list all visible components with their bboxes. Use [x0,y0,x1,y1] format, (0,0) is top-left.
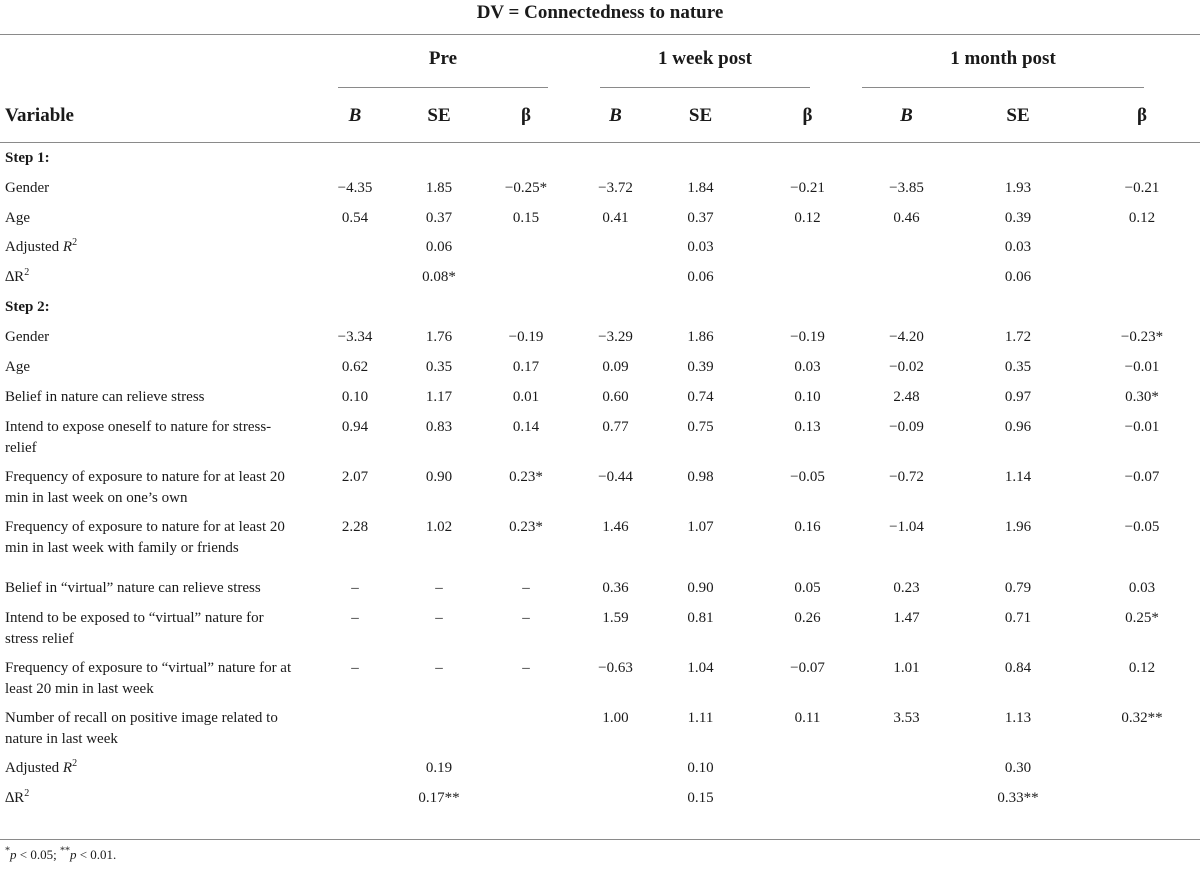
value-cell: −0.19 [790,329,825,345]
value-cell: 0.06 [1004,269,1032,285]
value-cell: −3.34 [337,329,373,345]
value-cell [647,144,754,174]
value-cell: 1.72 [1004,329,1032,345]
value-cell [410,704,468,754]
step-row [0,293,1200,323]
header-week-b: B [609,104,622,126]
value-cell: 1.07 [687,519,714,535]
superscript-two: 2 [24,788,30,799]
header-month-b: B [900,104,913,126]
value-cell: 0.11 [794,710,821,726]
value-cell: −0.07 [790,660,825,676]
value-cell: −0.01 [1124,419,1160,435]
value-cell [1084,233,1200,263]
value-cell: 0.94 [341,419,369,435]
value-cell [861,784,952,814]
value-cell: 0.25* [1125,610,1159,626]
table-row [0,574,1200,604]
value-cell: 0.13 [794,419,821,435]
variable-label [0,784,300,814]
value-cell: 0.17** [418,790,460,806]
value-cell: 0.79 [1004,580,1032,596]
value-cell: 0.97 [1004,389,1032,405]
value-cell: −0.21 [790,180,825,196]
table-row [0,323,1200,353]
value-cell: 0.12 [1128,210,1156,226]
group-rule-1-week-post [600,87,810,88]
value-cell: 0.26 [794,610,821,626]
value-cell: 0.75 [687,419,714,435]
top-rule [0,34,1200,35]
value-cell [1084,784,1200,814]
value-cell: 1.02 [425,519,453,535]
value-cell [1084,263,1200,293]
value-cell [410,144,468,174]
value-cell: 0.17 [512,359,540,375]
value-cell: −0.02 [889,359,924,375]
value-cell: 0.05 [794,580,821,596]
value-cell [584,144,647,174]
value-cell [754,754,861,784]
value-cell: 1.96 [1004,519,1032,535]
value-cell [300,704,410,754]
group-label-pre: Pre [428,48,458,69]
footnote-cond-2: < 0.01. [76,847,117,862]
table-row [0,263,1200,293]
value-cell: 0.23* [509,519,543,535]
value-cell [754,784,861,814]
value-cell: 3.53 [893,710,920,726]
value-cell: 0.12 [794,210,821,226]
footnote-cond-1: < 0.05; [16,847,60,862]
value-cell: 1.14 [1004,469,1032,485]
footnote-p-2: p [69,847,77,862]
table-row [0,784,1200,814]
table-title: DV = Connectedness to nature [476,2,724,23]
value-cell: 1.13 [1004,710,1032,726]
value-cell: 1.59 [602,610,629,626]
value-cell [468,784,584,814]
value-cell: 0.36 [602,580,629,596]
value-cell [300,263,410,293]
value-cell: 0.19 [425,760,453,776]
header-pre-beta: β [520,104,531,126]
value-cell: 1.17 [425,389,453,405]
value-cell: 0.35 [1004,359,1032,375]
value-cell [300,233,410,263]
value-cell [468,293,584,323]
value-cell: 0.30* [1125,389,1159,405]
value-cell: – [435,610,443,626]
value-cell: 1.47 [893,610,920,626]
value-cell: – [435,580,443,596]
value-cell: −0.72 [889,469,924,485]
value-cell: −0.01 [1124,359,1160,375]
footnote-p-1: p [10,847,17,862]
value-cell: 1.76 [425,329,453,345]
variable-label: Gender [5,329,50,345]
header-week-se: SE [688,104,713,126]
footnote-star-1: * [5,845,10,857]
value-cell: 2.48 [893,389,920,405]
value-cell: −3.85 [889,180,924,196]
value-cell: −0.09 [889,419,924,435]
superscript-two: 2 [72,237,78,248]
table-row [0,704,1200,754]
value-cell: −0.05 [1124,519,1160,535]
table-row [0,233,1200,263]
value-cell: 0.03 [794,359,821,375]
value-cell: 2.07 [341,469,369,485]
value-cell: −0.44 [598,469,633,485]
value-cell: 0.37 [687,210,714,226]
header-pre-se: SE [427,104,451,126]
value-cell [1084,144,1200,174]
value-cell: −4.35 [337,180,373,196]
value-cell: 1.85 [425,180,453,196]
header-variable: Variable [5,104,74,126]
value-cell [754,233,861,263]
variable-label [0,263,300,293]
value-cell: – [351,580,359,596]
value-cell [584,233,647,263]
value-cell: – [522,580,530,596]
value-cell: −1.04 [889,519,924,535]
value-cell [861,144,952,174]
variable-label: Frequency of exposure to nature for at least 20 min in last week on one’s own [5,469,285,506]
table-row [0,204,1200,233]
step-row [0,144,1200,174]
header-week-beta: β [802,104,813,126]
value-cell [300,293,410,323]
value-cell: 0.90 [687,580,714,596]
table-row [0,174,1200,204]
value-cell [952,293,1084,323]
table-row [0,413,1200,463]
value-cell: −0.19 [508,329,544,345]
value-cell: 0.10 [341,389,369,405]
value-cell: −3.72 [598,180,633,196]
value-cell: 0.62 [341,359,369,375]
value-cell [584,784,647,814]
value-cell: 0.37 [425,210,453,226]
value-cell: 1.93 [1004,180,1032,196]
value-cell: 0.14 [512,419,540,435]
value-cell [861,263,952,293]
value-cell: 0.09 [602,359,629,375]
variable-label: Belief in nature can relieve stress [5,389,205,405]
value-cell: 0.03 [1004,239,1032,255]
superscript-two: 2 [72,758,78,769]
header-month-se: SE [1006,104,1030,126]
variable-label [0,233,300,263]
value-cell: – [351,610,359,626]
value-cell: 0.98 [687,469,714,485]
value-cell: −0.07 [1124,469,1160,485]
table-row [0,353,1200,383]
value-cell: 0.90 [425,469,453,485]
value-cell: 0.77 [602,419,629,435]
value-cell: 0.39 [687,359,714,375]
value-cell [1084,754,1200,784]
table-row [0,463,1200,513]
value-cell [1084,293,1200,323]
value-cell [754,144,861,174]
variable-label: Frequency of exposure to “virtual” nature for at least 20 min in last week [5,660,292,697]
variable-label: Step 2: [5,299,50,315]
value-cell [584,754,647,784]
value-cell: −0.21 [1124,180,1160,196]
variable-label: Age [5,210,30,226]
table-row [0,754,1200,784]
column-header-row [0,98,1200,132]
r-variable: R [62,239,73,255]
header-month-beta: β [1136,104,1147,126]
value-cell [300,784,410,814]
value-cell [861,233,952,263]
value-cell [468,754,584,784]
value-cell [861,293,952,323]
value-cell [861,754,952,784]
value-cell: 0.46 [893,210,920,226]
table-row [0,513,1200,574]
value-cell: 0.71 [1004,610,1032,626]
value-cell [300,144,410,174]
footnote [5,846,116,864]
delta-r-label: ∆R [5,269,25,285]
r-variable: R [62,760,73,776]
value-cell: 1.01 [893,660,920,676]
variable-label [0,754,300,784]
group-label-1-month-post: 1 month post [950,48,1056,69]
value-cell [468,704,584,754]
value-cell: 0.06 [425,239,453,255]
value-cell: 1.04 [687,660,714,676]
adjusted-label-text: Adjusted [5,760,60,776]
value-cell: 1.84 [687,180,714,196]
variable-label: Step 1: [5,150,50,166]
value-cell: 1.00 [602,710,629,726]
value-cell: 0.74 [687,389,714,405]
group-label-1-week-post: 1 week post [658,48,752,69]
value-cell: 0.15 [687,790,714,806]
value-cell: −4.20 [889,329,924,345]
value-cell: 0.41 [602,210,629,226]
value-cell: – [435,660,443,676]
value-cell: 0.10 [794,389,821,405]
value-cell: 0.16 [794,519,821,535]
delta-r-label: ∆R [5,790,25,806]
value-cell [584,293,647,323]
value-cell [584,263,647,293]
value-cell: 0.96 [1004,419,1032,435]
value-cell [952,144,1084,174]
value-cell: 0.03 [687,239,714,255]
variable-label: Intend to be exposed to “virtual” nature for stress relief [5,610,264,647]
value-cell [300,754,410,784]
value-cell: −0.63 [598,660,633,676]
value-cell: −0.05 [790,469,825,485]
group-rule-1-month-post [862,87,1144,88]
value-cell: 0.15 [512,210,540,226]
value-cell: 0.01 [512,389,540,405]
superscript-two: 2 [24,267,30,278]
value-cell [754,293,861,323]
header-rule [0,142,1200,143]
value-cell: – [351,660,359,676]
adjusted-label-text: Adjusted [5,239,60,255]
value-cell [468,263,584,293]
value-cell [468,233,584,263]
value-cell: 0.12 [1128,660,1156,676]
value-cell: 0.60 [602,389,629,405]
value-cell: 0.54 [341,210,369,226]
value-cell: 0.23* [509,469,543,485]
value-cell: 0.33** [997,790,1039,806]
variable-label: Gender [5,180,50,196]
bottom-rule [0,839,1200,840]
header-pre-b: B [348,104,362,126]
value-cell: 0.23 [893,580,920,596]
variable-label: Age [5,359,30,375]
variable-label: Belief in “virtual” nature can relieve stress [5,580,261,596]
value-cell: −3.29 [598,329,633,345]
group-rule-pre [338,87,548,88]
variable-label: Number of recall on positive image related to nature in last week [5,710,278,747]
value-cell: 0.06 [687,269,714,285]
value-cell: 1.86 [687,329,714,345]
value-cell: – [522,660,530,676]
value-cell: 0.10 [687,760,714,776]
value-cell: −0.25* [504,180,548,196]
value-cell: 0.81 [687,610,714,626]
value-cell: 0.39 [1004,210,1032,226]
value-cell: – [522,610,530,626]
value-cell: −0.23* [1120,329,1164,345]
table-row [0,383,1200,413]
value-cell: 0.35 [425,359,453,375]
value-cell: 1.11 [687,710,714,726]
table-row [0,604,1200,654]
value-cell [468,144,584,174]
value-cell [754,263,861,293]
footnote-star-2: ** [59,845,70,857]
value-cell: 0.32** [1121,710,1163,726]
value-cell [410,293,468,323]
value-cell: 0.83 [425,419,453,435]
value-cell: 0.84 [1004,660,1032,676]
value-cell: 2.28 [341,519,369,535]
variable-label: Frequency of exposure to nature for at least 20 min in last week with family or friends [5,519,285,556]
table-row [0,654,1200,704]
value-cell: 0.03 [1128,580,1156,596]
value-cell: 0.08* [422,269,456,285]
regression-table [0,98,1200,814]
variable-label: Intend to expose oneself to nature for stress-relief [5,419,272,456]
value-cell: 1.46 [602,519,629,535]
value-cell: 0.30 [1004,760,1032,776]
value-cell [647,293,754,323]
